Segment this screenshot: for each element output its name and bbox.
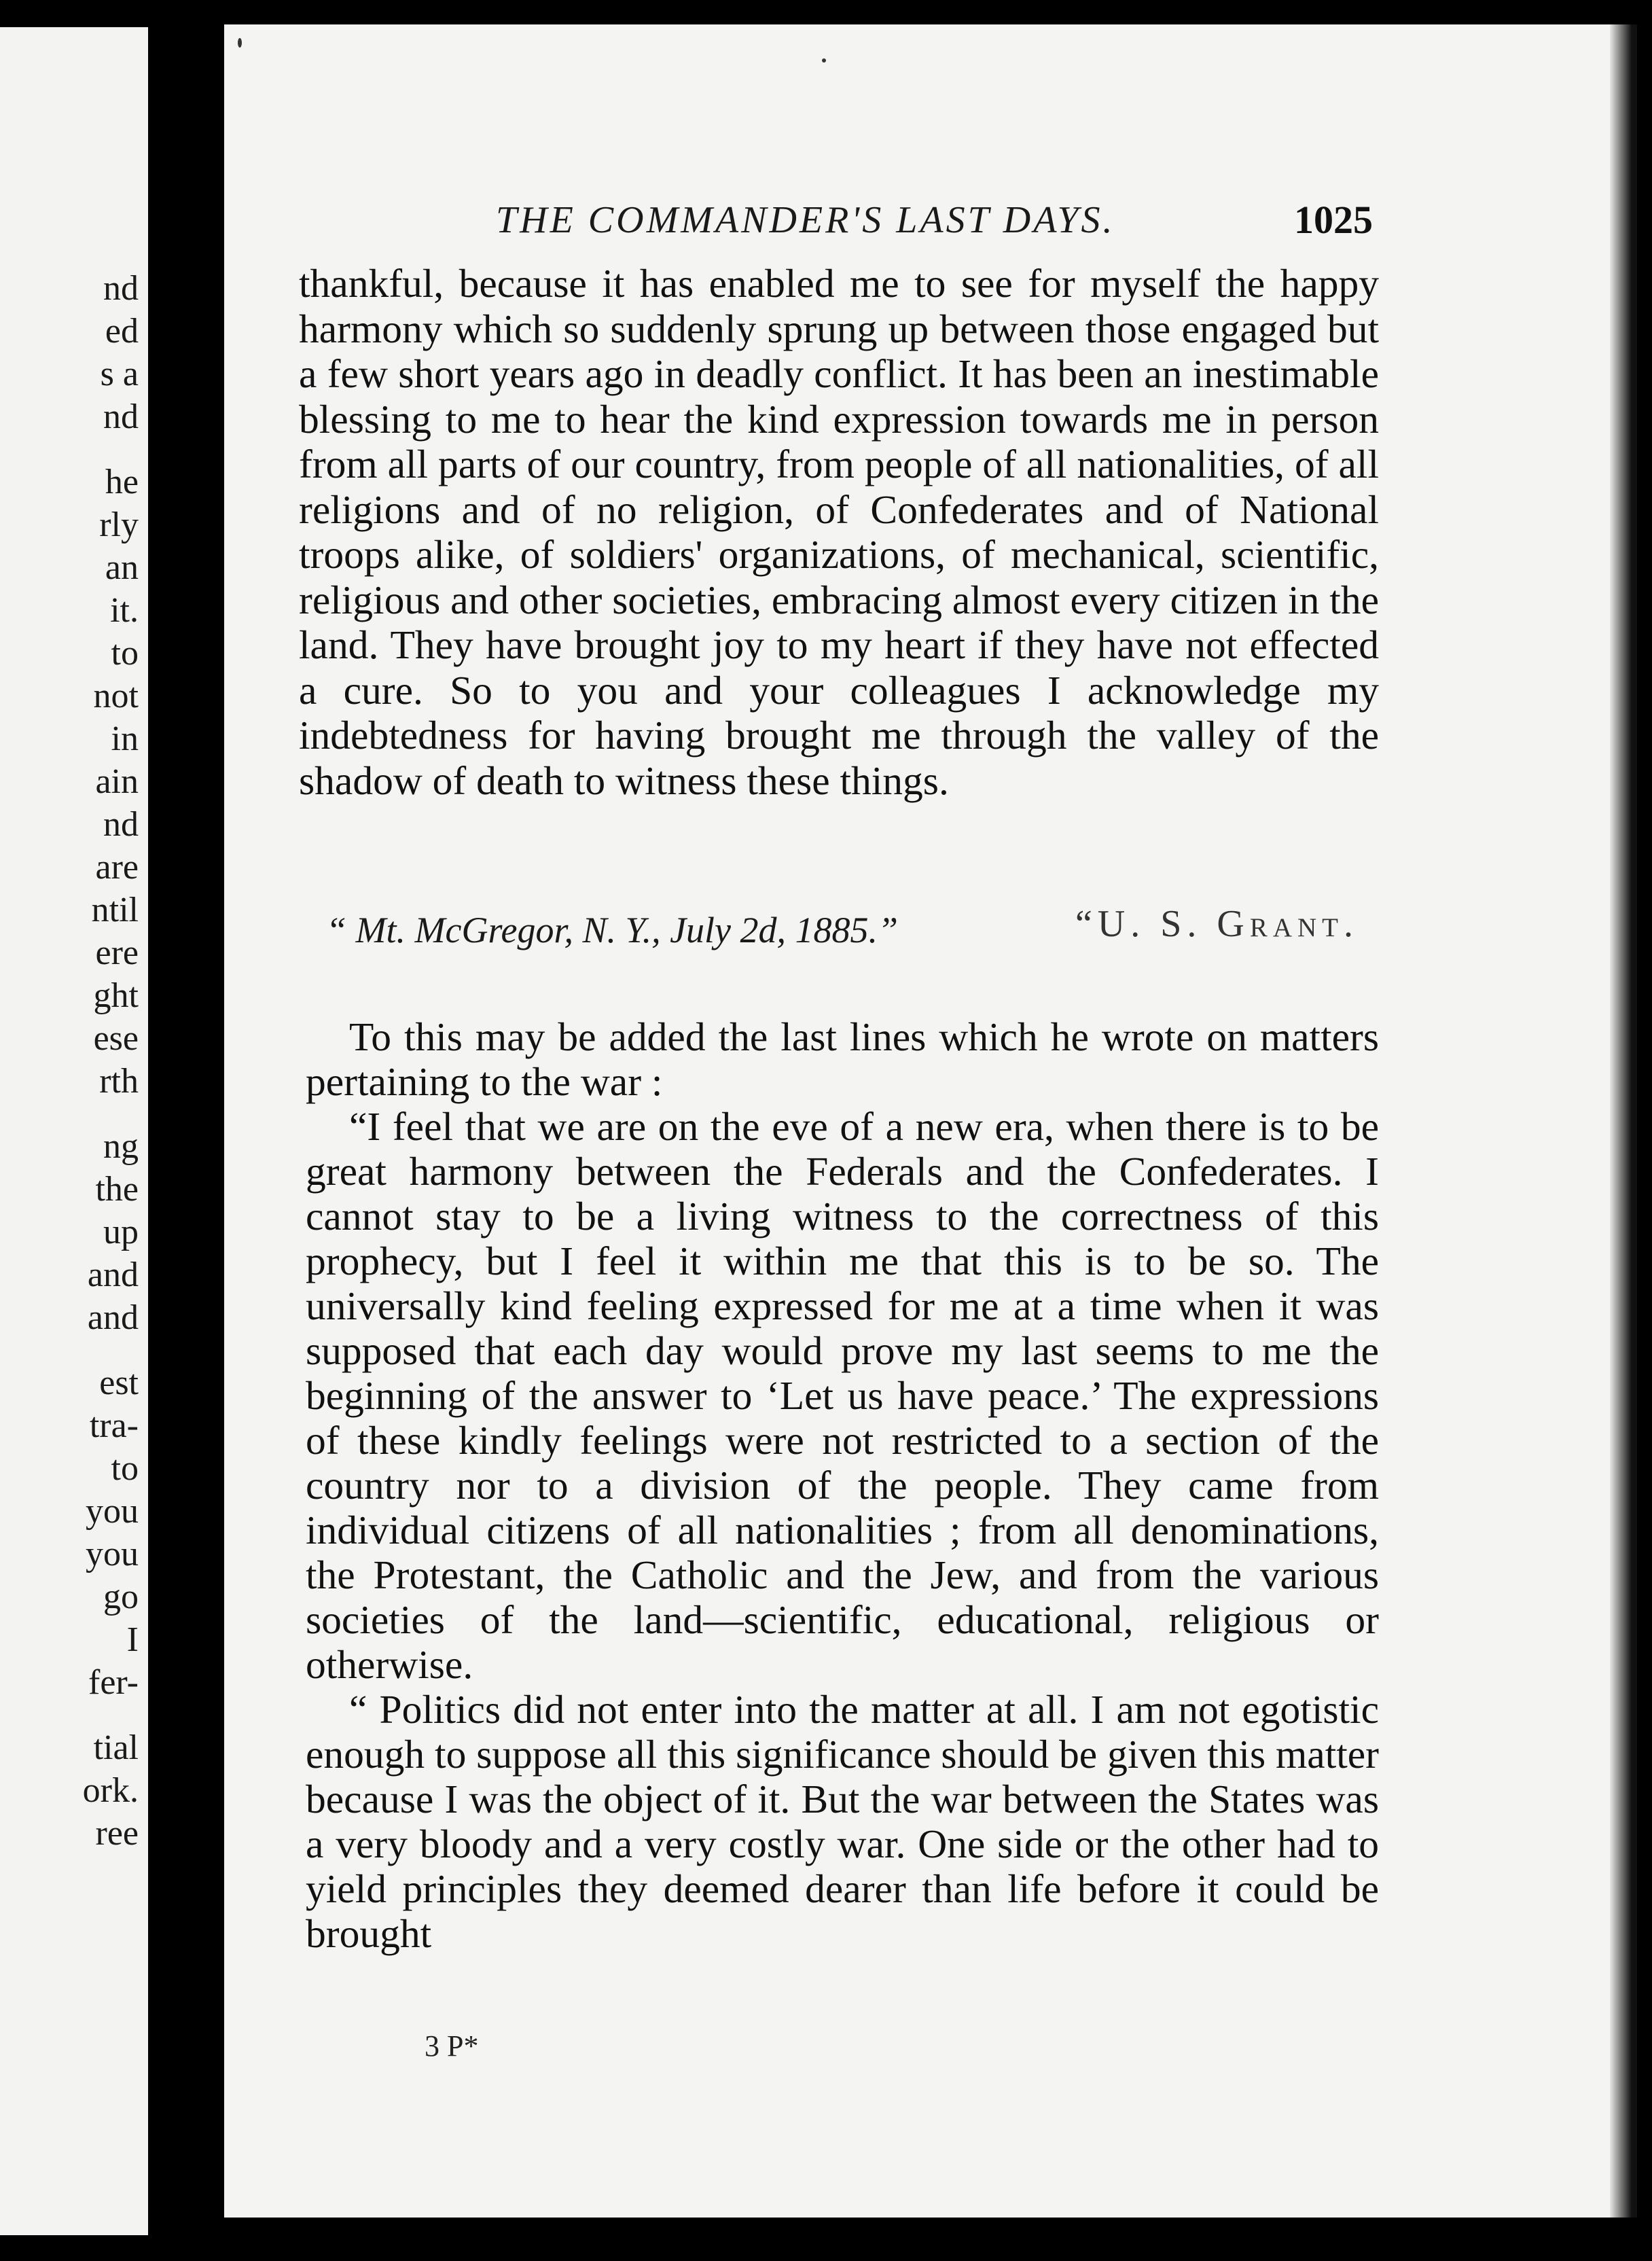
left-page-fragment: nd <box>103 805 139 844</box>
paragraph: “I feel that we are on the eve of a new era, when there is to be great harmony between the Federals and the Confederates. I cannot stay to be a living witness to the correctness of this prophecy, but I feel it within me that this is to be so. The universally kind feeling expressed for me at a time when it was supposed that each day would prove my last seems to me the beginning of the answer to ‘Let us have peace.’ The expressions of these kindly feelings were not restricted to a section of the country nor to a division of the people. They came from individual citizens of all nationalities ; from all denominations, the Protestant, the Catholic and the Jew, and from the various societies of the land—scientific, educational, religious or otherwise. <box>306 1104 1379 1687</box>
left-page-fragment: fer- <box>88 1663 139 1702</box>
left-page-fragment: go <box>103 1578 139 1616</box>
left-page-fragment: ng <box>103 1127 139 1166</box>
left-page-fragment: nd <box>103 397 139 436</box>
signature: “U. S. Grant. <box>1075 903 1359 945</box>
left-page-fragment: to <box>111 634 139 673</box>
left-page-fragment: nd <box>103 269 139 308</box>
left-page-fragment: he <box>105 463 139 501</box>
left-page-fragment: est <box>99 1364 139 1402</box>
paragraph: “ Politics did not enter into the matter at all. I am not egotistic enough to suppose all this significance should be given this matter because I was the object of it. But the war between the States was a very bloody and a very costly war. One side or the other had to yield principles they deemed dearer than life before it could be brought <box>306 1687 1379 1956</box>
left-page-fragment: and <box>87 1298 139 1337</box>
left-page-fragment: I <box>126 1620 139 1659</box>
letter-body <box>299 261 1379 803</box>
left-page-fragment: ork. <box>82 1771 139 1810</box>
printer-signature-mark: 3 P* <box>425 2029 479 2063</box>
left-page-fragment: ain <box>95 762 139 801</box>
left-page-fragment: not <box>93 677 139 715</box>
paragraph: To this may be added the last lines which he wrote on matters pertaining to the war : <box>306 1014 1379 1104</box>
running-title: THE COMMANDER'S LAST DAYS. <box>496 199 1115 241</box>
left-page-fragment: the <box>95 1170 139 1209</box>
left-page-fragment: are <box>95 848 139 887</box>
left-page-fragment: up <box>103 1213 139 1251</box>
page-number: 1025 <box>1294 198 1373 242</box>
left-page-fragment: ere <box>95 933 139 972</box>
page-header <box>224 174 1610 242</box>
left-page-fragment: rth <box>99 1062 139 1101</box>
left-page-fragment: and <box>87 1256 139 1294</box>
left-page-fragment: ed <box>105 312 139 351</box>
main-text <box>306 1014 1379 1956</box>
left-page-fragment: ree <box>95 1814 139 1853</box>
page-right-edge <box>1610 24 1637 2218</box>
dateline: “ Mt. McGregor, N. Y., July 2d, 1885.” <box>326 910 899 950</box>
left-page-fragment: ntil <box>91 891 139 929</box>
left-page-edge <box>0 27 148 2235</box>
left-page-fragment: tial <box>93 1728 139 1767</box>
left-page-fragment: you <box>86 1535 139 1573</box>
left-page-fragment: tra- <box>89 1406 139 1445</box>
left-page-fragment: you <box>86 1492 139 1531</box>
left-page-fragment: in <box>111 719 139 758</box>
left-page-fragment: ght <box>93 976 139 1015</box>
paragraph: thankful, because it has enabled me to see for myself the happy harmony which so suddenly sprung up between those engaged but a few short years ago in deadly conflict. It has been an inestimable blessing to me to hear the kind expression towards me in person from all parts of our country, from people of all nationalities, of all religions and of no religion, of Confederates and of National troops alike, of soldiers' organizations, of mechanical, scientific, religious and other societies, embracing almost every citizen in the land. They have brought joy to my heart if they have not effected a cure. So to you and your colleagues I acknowledge my indebtedness for having brought me through the valley of the shadow of death to witness these things. <box>299 261 1379 803</box>
print-speck <box>238 38 242 48</box>
left-page-fragment: s a <box>100 355 139 393</box>
left-page-fragment: ese <box>93 1019 139 1058</box>
page <box>224 24 1610 2218</box>
gutter-shadow <box>148 0 230 2261</box>
left-page-fragment: to <box>111 1449 139 1488</box>
print-speck <box>822 58 826 63</box>
left-page-fragment: rly <box>99 505 139 544</box>
left-page-fragment: an <box>105 548 139 587</box>
left-page-fragment: it. <box>110 591 139 630</box>
letter-closing <box>299 902 1379 957</box>
